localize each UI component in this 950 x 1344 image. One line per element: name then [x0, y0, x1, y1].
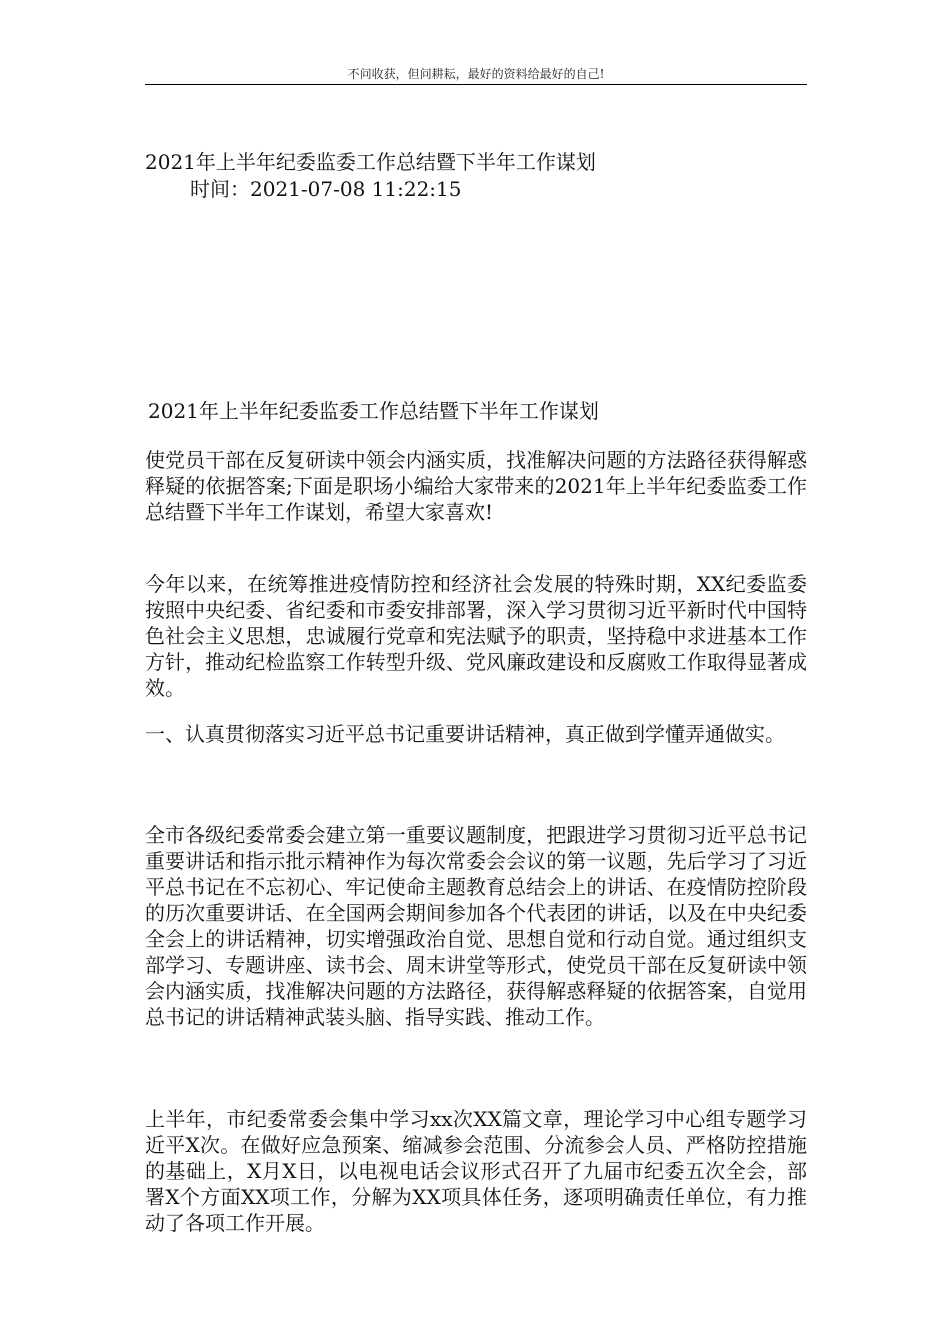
- cover-timestamp: 时间：2021-07-08 11:22:15: [190, 177, 462, 201]
- page-header-motto: 不问收获，但问耕耘，最好的资料给最好的自己!: [347, 67, 605, 81]
- section-heading-1: 一、认真贯彻落实习近平总书记重要讲话精神，真正做到学懂弄通做实。: [145, 722, 785, 746]
- document-title: 2021年上半年纪委监委工作总结暨下半年工作谋划: [148, 399, 599, 423]
- body-paragraph-2: 全市各级纪委常委会建立第一重要议题制度，把跟进学习贯彻习近平总书记重要讲话和指示批示精神作为每次常委会会议的第一议题，先后学习了习近平总书记在不忘初心、牢记使命主题教育总结会上的讲话、在疫情防控阶段的历次重要讲话、在全国两会期间参加各个代表团的讲话，以及在中央纪委全会上的讲话精神，切实增强政治自觉、思想自觉和行动自觉。通过组织支部学习、专题讲座、读书会、周末讲堂等形式，使党员干部在反复研读中领会内涵实质，找准解决问题的方法路径，获得解惑释疑的依据答案，自觉用总书记的讲话精神武装头脑、指导实践、推动工作。: [145, 823, 807, 1029]
- intro-paragraph: 使党员干部在反复研读中领会内涵实质，找准解决问题的方法路径获得解惑释疑的依据答案;下面是职场小编给大家带来的2021年上半年纪委监委工作总结暨下半年工作谋划，希望大家喜欢!: [145, 448, 807, 524]
- body-paragraph-1: 今年以来，在统筹推进疫情防控和经济社会发展的特殊时期，XX纪委监委按照中央纪委、省纪委和市委安排部署，深入学习贯彻习近平新时代中国特色社会主义思想，忠诚履行党章和宪法赋予的职责，坚持稳中求进基本工作方针，推动纪检监察工作转型升级、党风廉政建设和反腐败工作取得显著成效。: [145, 572, 807, 700]
- cover-title: 2021年上半年纪委监委工作总结暨下半年工作谋划: [145, 150, 596, 174]
- header-divider: [145, 84, 807, 85]
- body-paragraph-3: 上半年，市纪委常委会集中学习xx次XX篇文章，理论学习中心组专题学习近平X次。在做好应急预案、缩减参会范围、分流参会人员、严格防控措施的基础上，X月X日，以电视电话会议形式召开了九届市纪委五次全会，部署X个方面XX项工作，分解为XX项具体任务，逐项明确责任单位，有力推动了各项工作开展。: [145, 1107, 807, 1235]
